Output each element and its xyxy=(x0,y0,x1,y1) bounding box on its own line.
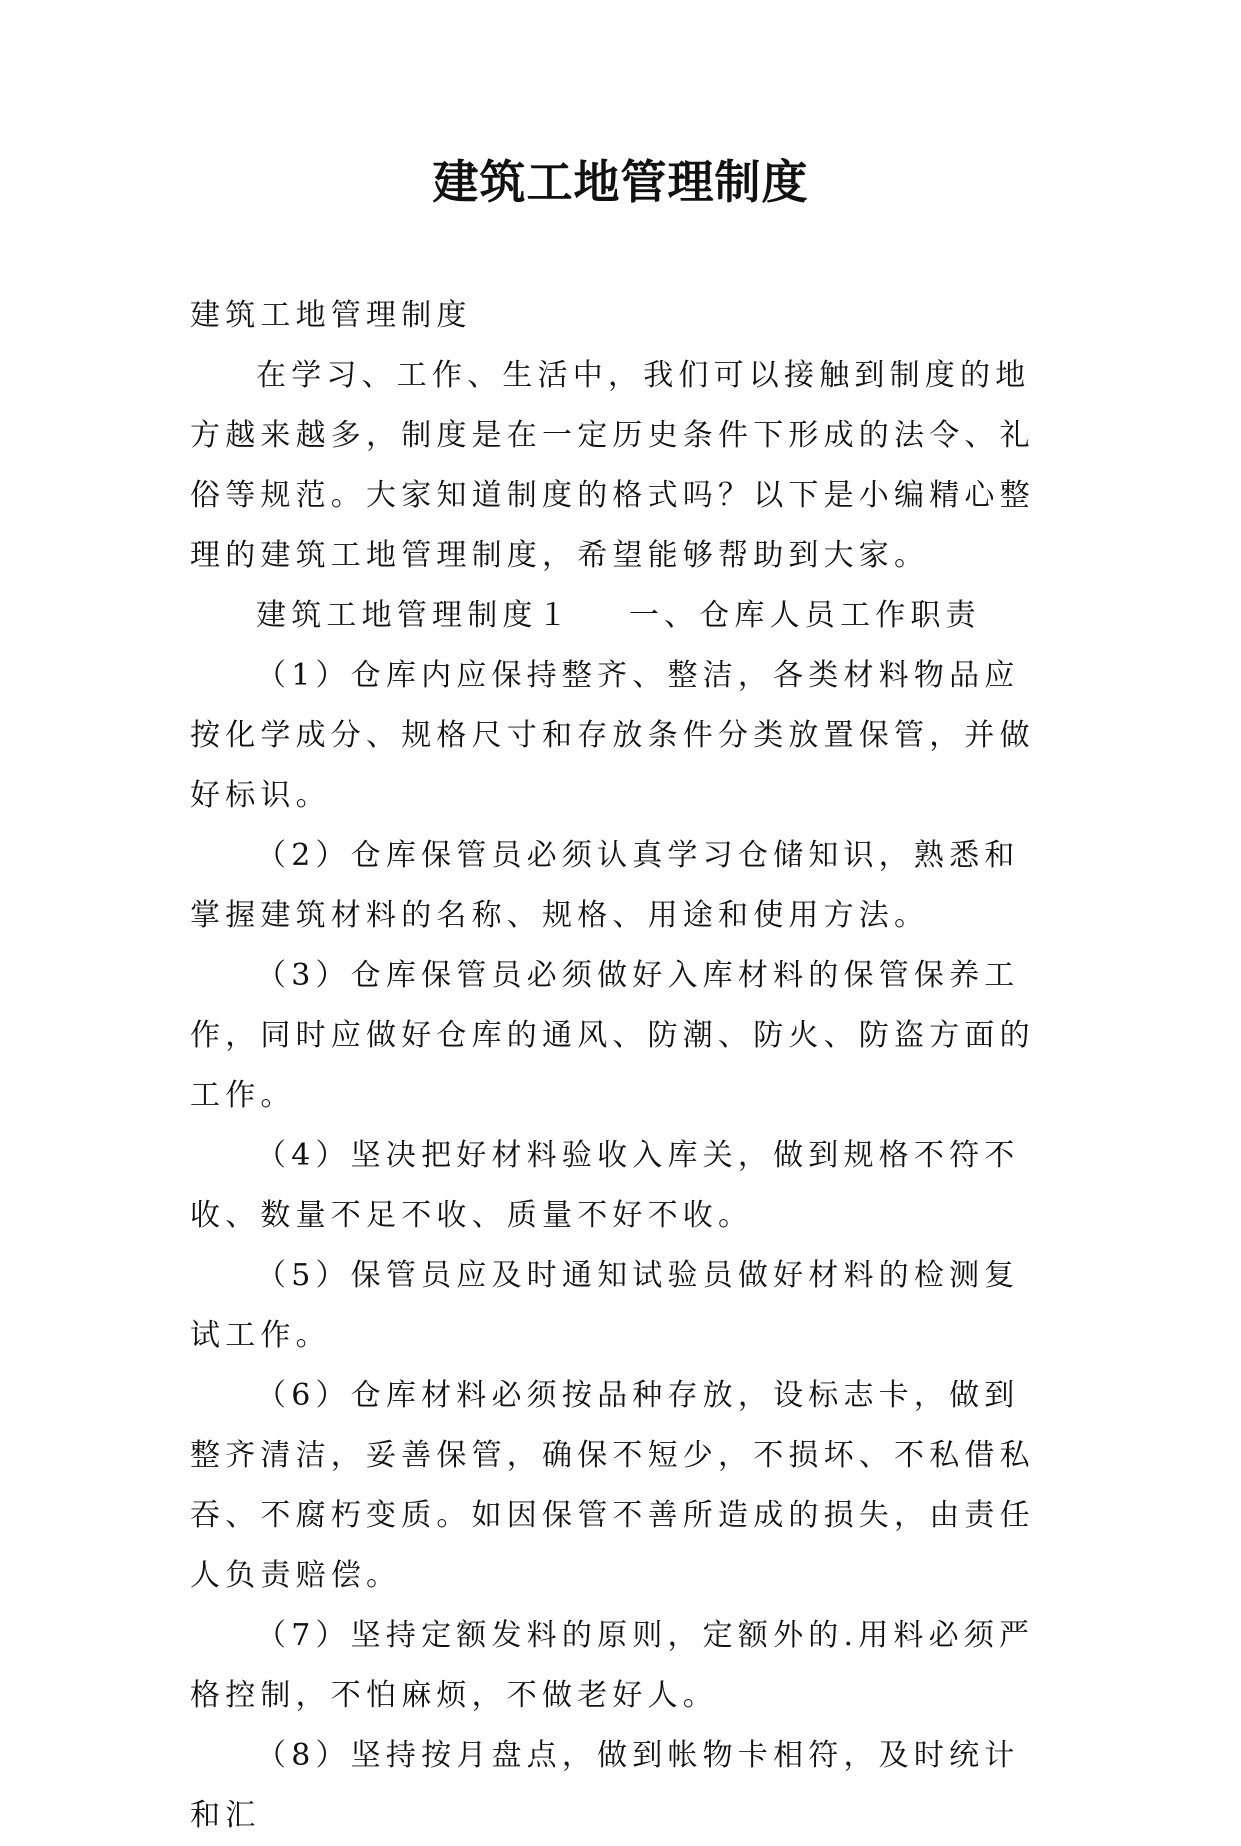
document-body xyxy=(190,286,1052,1846)
list-item: （3）仓库保管员必须做好入库材料的保管保养工作，同时应做好仓库的通风、防潮、防火、防盗方面的工作。 xyxy=(190,958,1035,1113)
list-item: （7）坚持定额发料的原则，定额外的.用料必须严格控制，不怕麻烦，不做老好人。 xyxy=(190,1618,1035,1713)
list-item: （8）坚持按月盘点，做到帐物卡相符，及时统计和汇 xyxy=(190,1738,1020,1833)
document-title: 建筑工地管理制度 xyxy=(432,155,809,209)
list-item: （6）仓库材料必须按品种存放，设标志卡，做到整齐清洁，妥善保管，确保不短少，不损坏、不私借私吞、不腐朽变质。如因保管不善所造成的损失，由责任人负责赔偿。 xyxy=(190,1378,1035,1593)
section-header-line xyxy=(190,586,1052,646)
list-item: （5）保管员应及时通知试验员做好材料的检测复试工作。 xyxy=(190,1258,1020,1353)
list-item: （1）仓库内应保持整齐、整洁，各类材料物品应按化学成分、规格尺寸和存放条件分类放置保管，并做好标识。 xyxy=(190,658,1035,813)
section-title: 建筑工地管理制度１ xyxy=(256,598,573,633)
intro-paragraph: 在学习、工作、生活中，我们可以接触到制度的地方越来越多，制度是在一定历史条件下形成的法令、礼俗等规范。大家知道制度的格式吗？以下是小编精心整理的建筑工地管理制度，希望能够帮助到大家。 xyxy=(190,358,1035,573)
section-heading: 一、仓库人员工作职责 xyxy=(628,598,981,633)
list-item: （4）坚决把好材料验收入库关，做到规格不符不收、数量不足不收、质量不好不收。 xyxy=(190,1138,1020,1233)
subtitle-line: 建筑工地管理制度 xyxy=(190,298,472,333)
list-item: （2）仓库保管员必须认真学习仓储知识，熟悉和掌握建筑材料的名称、规格、用途和使用方法。 xyxy=(190,838,1020,933)
